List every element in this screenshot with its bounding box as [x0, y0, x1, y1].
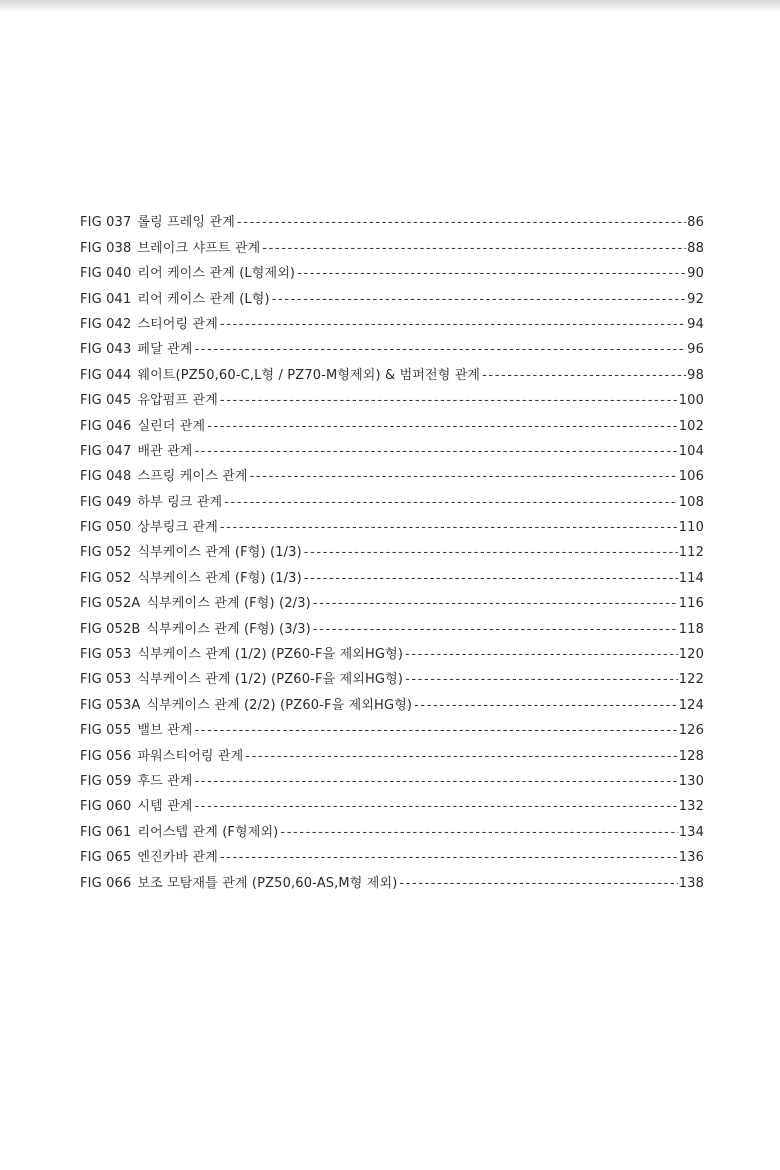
- dot-leader: [195, 723, 678, 738]
- toc-entry[interactable]: [80, 484, 704, 509]
- entry-title: 엔진카바 관계: [137, 850, 218, 866]
- toc-entry[interactable]: [80, 535, 704, 560]
- entry-title: 배관 관계: [137, 443, 193, 459]
- dot-leader: [262, 241, 686, 256]
- entry-title: 스티어링 관계: [137, 316, 218, 332]
- entry-title: 스프링 케이스 관계: [137, 469, 248, 485]
- dot-leader: [220, 850, 678, 865]
- dot-leader: [195, 774, 678, 789]
- dot-leader: [304, 545, 678, 560]
- entry-title: 식부케이스 관계 (F형) (3/3): [146, 621, 311, 637]
- fig-number: FIG 047: [80, 443, 132, 459]
- toc-entry[interactable]: [80, 408, 704, 433]
- page-number: 104: [678, 443, 704, 459]
- entry-title: 리어 케이스 관계 (L형제외): [137, 266, 296, 282]
- toc-entry[interactable]: [80, 586, 704, 611]
- page-number: 122: [678, 672, 704, 688]
- page-number: 98: [687, 367, 704, 383]
- toc-entry[interactable]: [80, 256, 704, 281]
- toc-entry[interactable]: [80, 332, 704, 357]
- entry-title: 하부 링크 관계: [137, 494, 223, 510]
- toc-entry[interactable]: [80, 281, 704, 306]
- toc-entry[interactable]: [80, 687, 704, 712]
- dot-leader: [405, 647, 678, 662]
- dot-leader: [405, 672, 678, 687]
- entry-title: 웨이트(PZ50,60-C,L형 / PZ70-M형제외) & 범퍼전형 관계: [137, 367, 481, 383]
- toc-entry[interactable]: [80, 560, 704, 585]
- fig-number: FIG 041: [80, 291, 132, 307]
- fig-number: FIG 053A: [80, 697, 141, 713]
- fig-number: FIG 066: [80, 875, 132, 891]
- dot-leader: [304, 571, 678, 586]
- toc-entry[interactable]: [80, 713, 704, 738]
- entry-title: 식부케이스 관계 (F형) (2/3): [146, 596, 311, 612]
- entry-title: 식부케이스 관계 (1/2) (PZ60-F을 제외HG형): [137, 672, 404, 688]
- fig-number: FIG 052A: [80, 596, 141, 612]
- fig-number: FIG 065: [80, 850, 132, 866]
- page-number: 126: [678, 723, 704, 739]
- entry-title: 페달 관계: [137, 342, 193, 358]
- page-number: 100: [678, 393, 704, 409]
- toc-entry[interactable]: [80, 738, 704, 763]
- fig-number: FIG 038: [80, 240, 132, 256]
- fig-number: FIG 060: [80, 799, 132, 815]
- dot-leader: [207, 419, 678, 434]
- dot-leader: [195, 799, 678, 814]
- toc-entry[interactable]: [80, 307, 704, 332]
- dot-leader: [482, 368, 686, 383]
- entry-title: 실린더 관계: [137, 418, 206, 434]
- toc-entry[interactable]: [80, 789, 704, 814]
- entry-title: 식부케이스 관계 (F형) (1/3): [137, 545, 302, 561]
- fig-number: FIG 056: [80, 748, 132, 764]
- toc-entry[interactable]: [80, 840, 704, 865]
- page-number: 110: [678, 520, 704, 536]
- entry-title: 파워스티어링 관계: [137, 748, 244, 764]
- page-number: 132: [678, 799, 704, 815]
- page-number: 114: [678, 570, 704, 586]
- page-number: 94: [687, 316, 704, 332]
- fig-number: FIG 061: [80, 824, 132, 840]
- fig-number: FIG 053: [80, 672, 132, 688]
- fig-number: FIG 052: [80, 570, 132, 586]
- dot-leader: [195, 444, 678, 459]
- entry-title: 후드 관계: [137, 773, 193, 789]
- fig-number: FIG 048: [80, 469, 132, 485]
- toc-entry[interactable]: [80, 510, 704, 535]
- dot-leader: [220, 317, 686, 332]
- toc-entry[interactable]: [80, 434, 704, 459]
- toc-entry[interactable]: [80, 230, 704, 255]
- fig-number: FIG 043: [80, 342, 132, 358]
- fig-number: FIG 052: [80, 545, 132, 561]
- entry-title: 리어스텝 관계 (F형제외): [137, 824, 279, 840]
- entry-title: 롤링 프레잉 관계: [137, 215, 235, 231]
- dot-leader: [313, 622, 678, 637]
- fig-number: FIG 040: [80, 266, 132, 282]
- page-number: 102: [678, 418, 704, 434]
- page-number: 88: [687, 240, 704, 256]
- scan-edge-shadow: [0, 0, 780, 12]
- dot-leader: [195, 342, 687, 357]
- page-number: 138: [678, 875, 704, 891]
- toc-entry[interactable]: [80, 865, 704, 890]
- page-number: 96: [687, 342, 704, 358]
- dot-leader: [224, 495, 678, 510]
- page-number: 108: [678, 494, 704, 510]
- page-number: 92: [687, 291, 704, 307]
- dot-leader: [220, 520, 678, 535]
- page-number: 112: [678, 545, 704, 561]
- toc-entry[interactable]: [80, 814, 704, 839]
- dot-leader: [297, 266, 686, 281]
- dot-leader: [414, 698, 678, 713]
- page-number: 86: [687, 215, 704, 231]
- entry-title: 상부링크 관계: [137, 520, 218, 536]
- toc-entry[interactable]: [80, 383, 704, 408]
- toc-entry[interactable]: [80, 662, 704, 687]
- dot-leader: [245, 749, 677, 764]
- entry-title: 식부케이스 관계 (F형) (1/3): [137, 570, 302, 586]
- fig-number: FIG 050: [80, 520, 132, 536]
- page-number: 90: [687, 266, 704, 282]
- dot-leader: [313, 596, 678, 611]
- entry-title: 브레이크 샤프트 관계: [137, 240, 261, 256]
- toc-entry[interactable]: [80, 611, 704, 636]
- entry-title: 밸브 관계: [137, 723, 193, 739]
- page-number: 124: [678, 697, 704, 713]
- dot-leader: [399, 876, 677, 891]
- entry-title: 리어 케이스 관계 (L형): [137, 291, 270, 307]
- page-number: 116: [678, 596, 704, 612]
- dot-leader: [280, 825, 677, 840]
- page-number: 120: [678, 647, 704, 663]
- fig-number: FIG 055: [80, 723, 132, 739]
- entry-title: 유압펌프 관계: [137, 393, 218, 409]
- toc-entry[interactable]: [80, 764, 704, 789]
- fig-number: FIG 046: [80, 418, 132, 434]
- page-number: 134: [678, 824, 704, 840]
- table-of-contents: [80, 205, 704, 891]
- dot-leader: [272, 292, 686, 307]
- dot-leader: [250, 469, 678, 484]
- toc-entry[interactable]: [80, 459, 704, 484]
- fig-number: FIG 044: [80, 367, 132, 383]
- page-number: 106: [678, 469, 704, 485]
- entry-title: 식부케이스 관계 (1/2) (PZ60-F을 제외HG형): [137, 647, 404, 663]
- fig-number: FIG 059: [80, 773, 132, 789]
- fig-number: FIG 052B: [80, 621, 141, 637]
- page-number: 136: [678, 850, 704, 866]
- fig-number: FIG 042: [80, 316, 132, 332]
- page-number: 130: [678, 773, 704, 789]
- fig-number: FIG 053: [80, 647, 132, 663]
- fig-number: FIG 037: [80, 215, 132, 231]
- dot-leader: [220, 393, 678, 408]
- entry-title: 시템 관계: [137, 799, 193, 815]
- fig-number: FIG 045: [80, 393, 132, 409]
- entry-title: 식부케이스 관계 (2/2) (PZ60-F을 제외HG형): [146, 697, 413, 713]
- page-number: 128: [678, 748, 704, 764]
- toc-entry[interactable]: [80, 637, 704, 662]
- entry-title: 보조 모탐재틀 관계 (PZ50,60-AS,M형 제외): [137, 875, 398, 891]
- fig-number: FIG 049: [80, 494, 132, 510]
- toc-entry[interactable]: [80, 205, 704, 230]
- page-number: 118: [678, 621, 704, 637]
- dot-leader: [237, 215, 686, 230]
- toc-entry[interactable]: [80, 357, 704, 382]
